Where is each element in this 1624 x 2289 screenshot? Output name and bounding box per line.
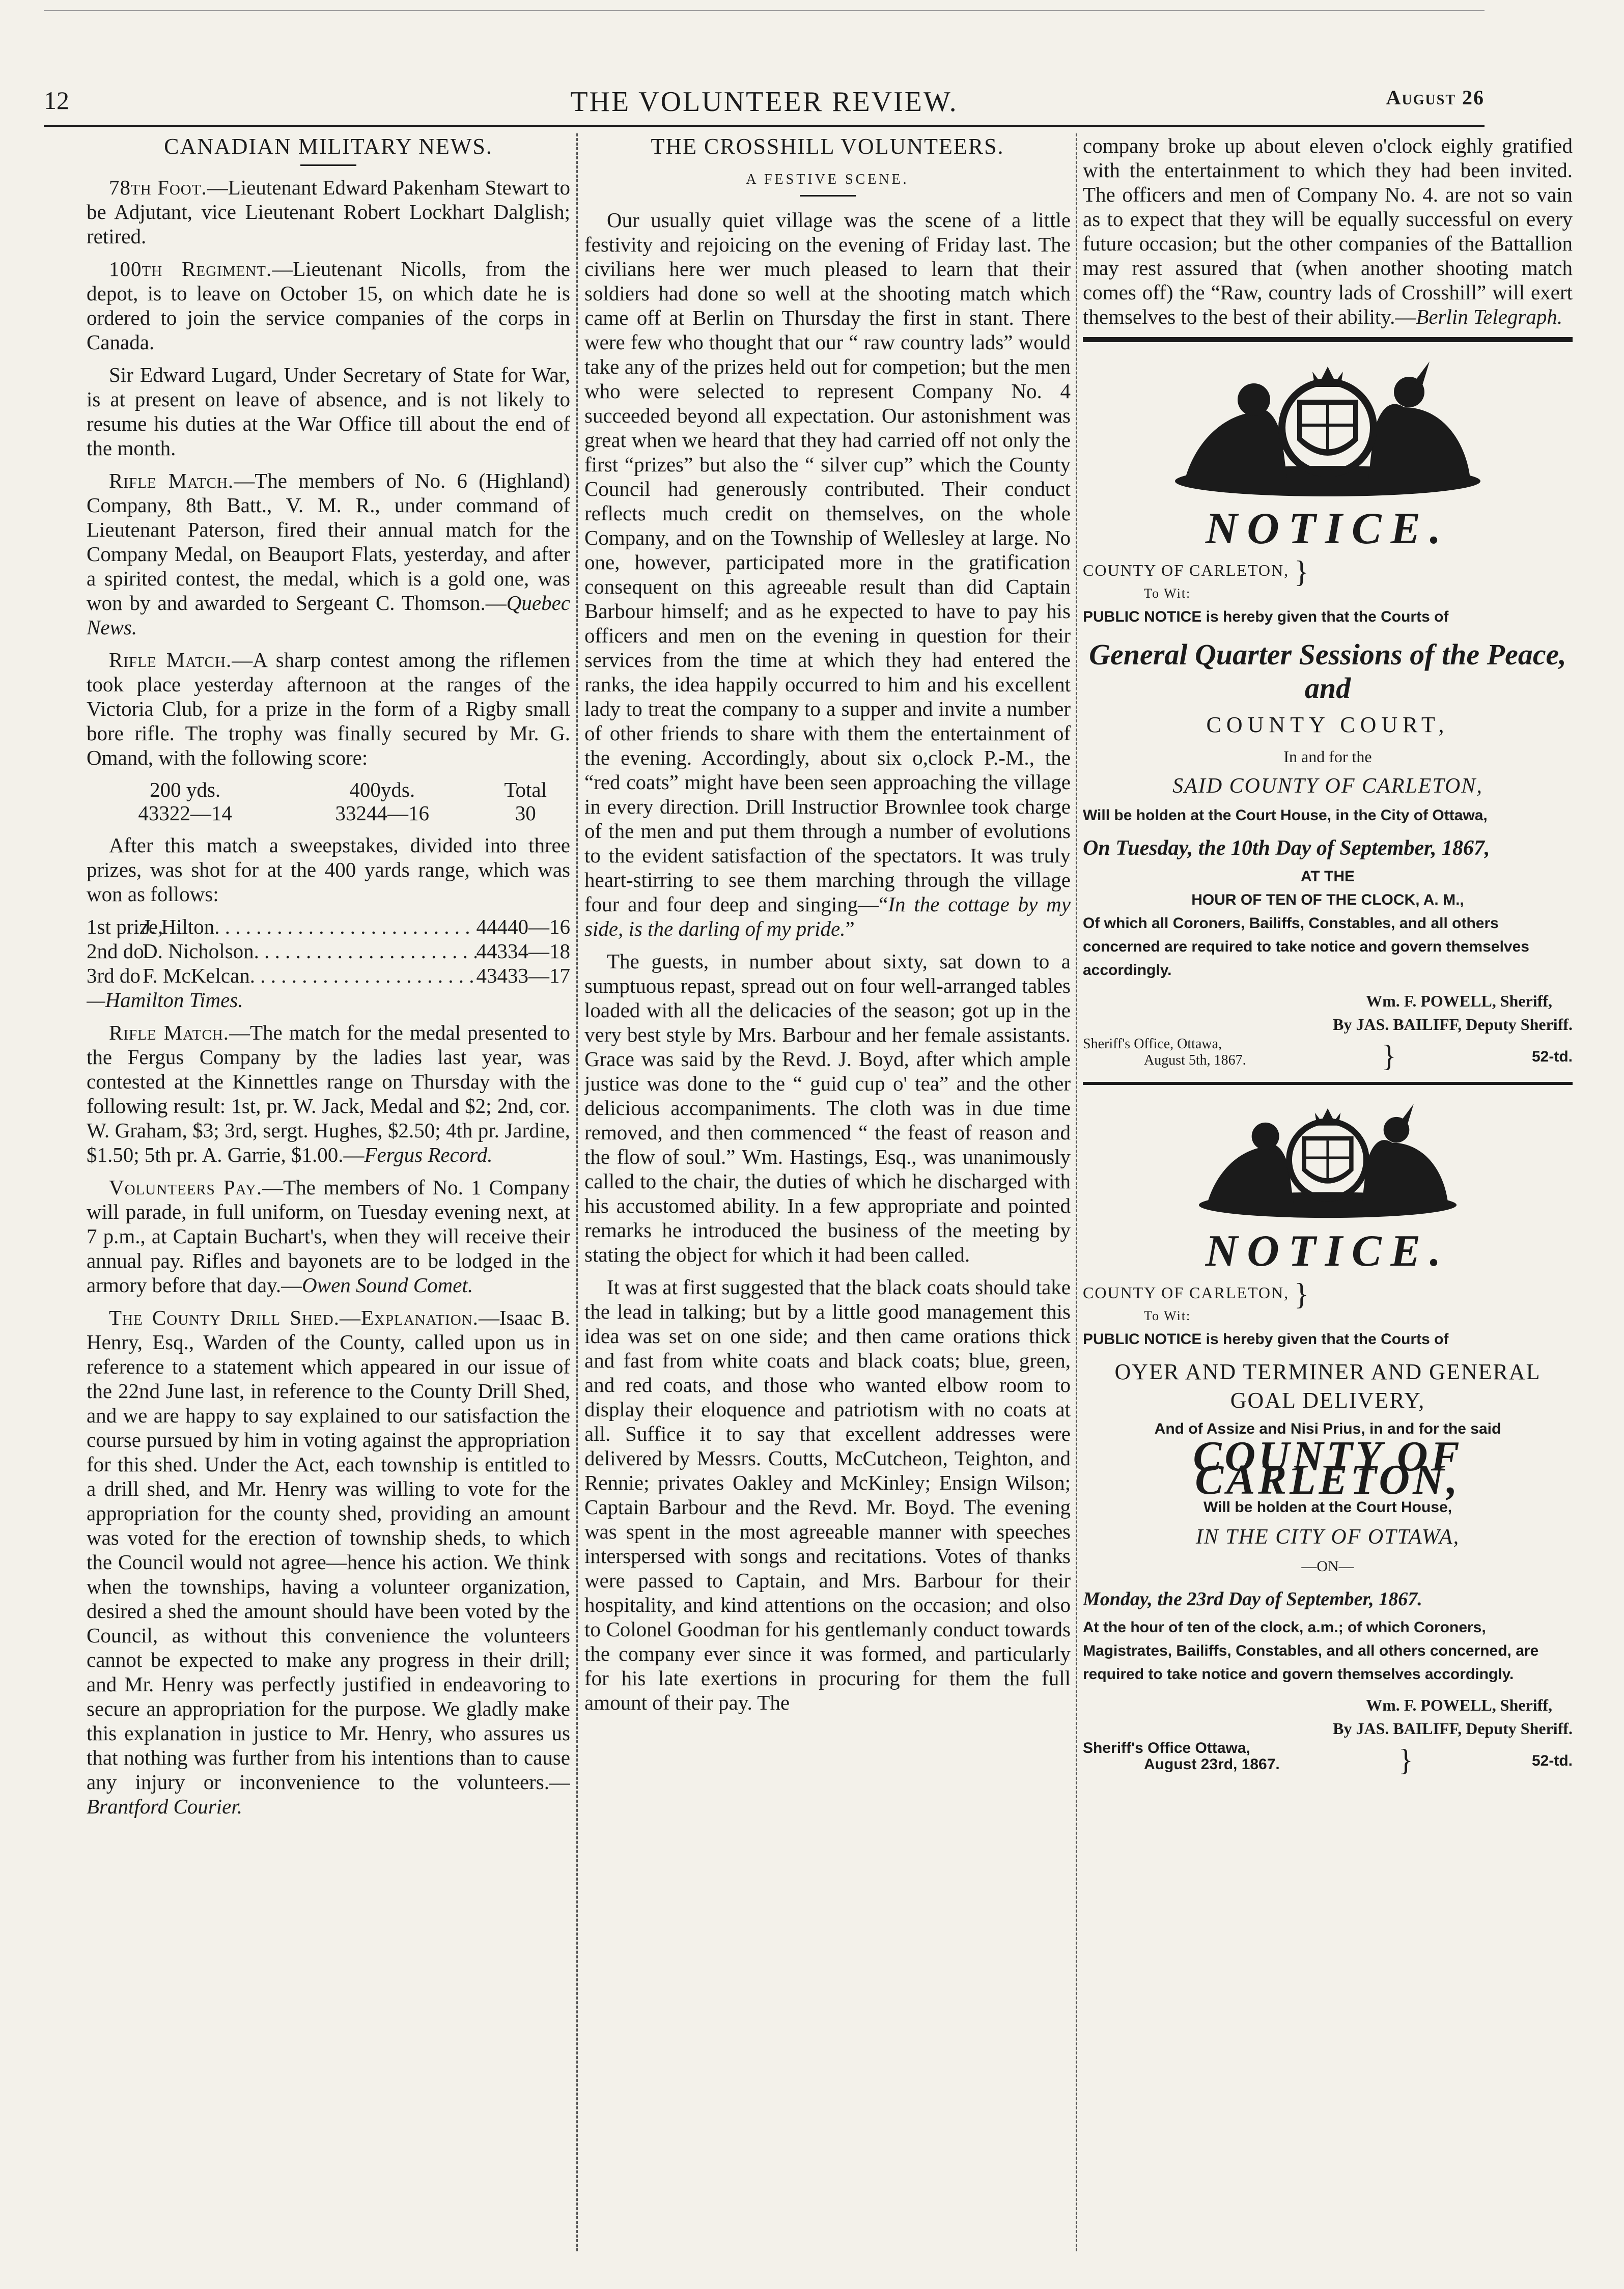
notice-title: NOTICE. <box>1205 1226 1450 1276</box>
article-paragraph: The County Drill Shed.—Explanation.—Isaac B. Henry, Esq., Warden of the County, called upon us in reference to a statement which appeared in our issue of the 22nd June last, in reference to the County Drill Shed, and we are happy to say explained to our satisfaction the course pursued by him in voting against the appropriation for this shed. Under the Act, each township is entitled to a drill shed, and Mr. Henry was willing to vote for the appropriation for the county shed, providing an amount was voted for the erection of township sheds, to which the Council would not agree—hence his action. We think when the townships, having a volunteer organization, desired a shed the amount should have been voted by the Council, as without this convenience the volunteers cannot be expected to make any progress in their drill; and Mr. Henry was perfectly justified in endeavoring to secure an appropriation for the purpose. We gladly make this explanation in justice to Mr. Henry, who assures us that nothing was further from his intentions than to cause any injury or inconvenience to the volunteers.—Brantford Courier. <box>87 1306 570 1818</box>
holden-line: Will be holden at the Court House, in the City of Ottawa, <box>1083 807 1488 824</box>
table-row: 43322—14 33244—16 30 <box>138 801 536 825</box>
section-title: CANADIAN MILITARY NEWS. <box>164 134 493 159</box>
prize-list <box>87 914 570 1012</box>
court-name: General Quarter Sessions of the Peace, and <box>1089 638 1566 705</box>
county-court: COUNTY COURT, <box>1206 712 1449 737</box>
royal-arms-crest-icon <box>1165 351 1491 499</box>
article-paragraph: Rifle Match.—The members of No. 6 (Highland) Company, 8th Batt., V. M. R., under command of Lieutenant Paterson, fired their annual match for the Company Medal, on Beauport Flats, yesterday, and after a spirited contest, the medal, which is a gold one, was won by and awarded to Sergeant C. Thomson.—Quebec News. <box>87 469 570 639</box>
at-the: AT THE <box>1300 868 1355 885</box>
issue-date: August 26 <box>1386 86 1485 109</box>
notice-body: Of which all Coroners, Bailiffs, Constables, and all others concerned are required to take notice and govern themselves accordingly. <box>1083 915 1529 979</box>
deputy-signature: By JAS. BAILIFF, Deputy Sheriff. <box>1333 1015 1573 1034</box>
article-paragraph: The guests, in number about sixty, sat down to a sumptuous repast, spread out on four well-arranged tables loaded with all the delicacies of the season; got up in the very best style by Mrs. Barbour and her female assistants. Grace was said by the Revd. J. Boyd, after which ample justice was done to the “ guid cup o' tea” and the other delicious accompaniments. The cloth was in due time removed, and then commenced “ the feast of reason and the flow of soul.” Wm. Hastings, Esq., was unanimously called to the chair, the duties of which he discharged with his accustomed ability. In a few appropriate and pointed remarks he introduced the business of the meeting by stating the object for which it had been called. <box>584 950 1071 1266</box>
title-rule <box>800 195 856 197</box>
source-credit: —Hamilton Times. <box>87 988 243 1012</box>
deputy-signature: By JAS. BAILIFF, Deputy Sheriff. <box>1333 1719 1573 1738</box>
list-item: 3rd do F. McKelcan . . . 43433—17 <box>87 963 570 988</box>
score-table <box>87 778 570 825</box>
title-rule <box>300 164 356 166</box>
county-line: COUNTY OF CARLETON, To Wit: } <box>1083 555 1310 601</box>
column-divider <box>576 133 578 2251</box>
sheriff-office: Sheriff's Office Ottawa, August 23rd, 1867. } 52-td. <box>1083 1740 1573 1777</box>
county-line: COUNTY OF CARLETON, To Wit: } <box>1083 1277 1310 1323</box>
page-number: 12 <box>44 86 69 115</box>
hour-line: HOUR OF TEN OF THE CLOCK, A. M., <box>1191 891 1464 908</box>
article-paragraph: After this match a sweepstakes, divided into three prizes, was shot for at the 400 yards range, which was won as follows: <box>87 833 570 906</box>
list-item: 2nd do D. Nicholson . . . 44334—18 <box>87 939 570 963</box>
court-name: OYER AND TERMINER AND GENERAL <box>1114 1359 1541 1384</box>
assize-line: And of Assize and Nisi Prius, in and for the said <box>1154 1420 1501 1437</box>
session-date: Monday, the 23rd Day of September, 1867. <box>1083 1588 1422 1610</box>
notice-rule <box>1083 1082 1573 1085</box>
city-line: IN THE CITY OF OTTAWA, <box>1195 1525 1460 1549</box>
public-notice-line: PUBLIC NOTICE is hereby given that the Courts of <box>1083 1331 1449 1348</box>
article-paragraph: 78th Foot.—Lieutenant Edward Pakenham Stewart to be Adjutant, vice Lieutenant Robert Lockhart Dalglish; retired. <box>87 176 570 248</box>
ad-code: 52-td. <box>1531 1752 1573 1769</box>
said-county: SAID COUNTY OF CARLETON, <box>1172 774 1483 798</box>
article-paragraph: 100th Regiment.—Lieutenant Nicolls, from the depot, is to leave on October 15, on which date he is ordered to join the service companies of the corps in Canada. <box>87 257 570 354</box>
column-crosshill <box>584 133 1071 2262</box>
article-paragraph: Our usually quiet village was the scene of a little festivity and rejoicing on the evening of Friday last. The civilians here wer much pleased to learn that their soldiers had done so well at the shooting match which came off at Berlin on Thursday the first in stant. There were few who thought that our “ raw country lads” would take any of the prizes held out for competion; but the men who were selected to represent Company No. 4 succeeded beyond all expectation. Our astonishment was great when we heard that they had carried off not only the first “prizes” but also the “ silver cup” which the County Council had generously contributed. Their conduct reflects much credit on themselves, on the whole Company, and on the Township of Wellesley at large. No one, however, participated more in the gratification consequent on this agreeable result than did Captain Barbour himself; and as he expected to have to pay his officers and men on the evening in question for their services from the time at which they had entered the ranks, the idea happily occurred to him and his excellent lady to treat the company to a supper and invite a number of other friends to share with them the entertainment of the evening. Accordingly, about six o,clock P.-M., the “red coats” might have been seen approaching the village in every direction. Drill Instructior Brownlee took charge of the men and put them through a number of evolutions to the evident satisfaction of the spectators. It was truly heart-stirring to see them marching through the village four and four deep and singing—“In the cottage by my side, is the darling of my pride.” <box>584 208 1071 940</box>
on-line: —ON— <box>1301 1558 1354 1575</box>
page-edge-rule <box>44 10 1485 11</box>
notice-body: At the hour of ten of the clock, a.m.; of which Coroners, Magistrates, Bailiffs, Constables, and all others concerned, are required to take notice and govern themselves accordingly. <box>1083 1619 1539 1683</box>
ad-code: 52-td. <box>1531 1048 1573 1065</box>
table-row: 200 yds. 400yds. Total <box>150 778 547 801</box>
holden-line: Will be holden at the Court House, <box>1203 1499 1452 1516</box>
in-and-for: In and for the <box>1283 747 1372 766</box>
public-notice-line: PUBLIC NOTICE is hereby given that the Courts of <box>1083 608 1449 625</box>
column-notices <box>1083 133 1573 2262</box>
court-name: GOAL DELIVERY, <box>1230 1388 1425 1413</box>
county-name: COUNTY OF CARLETON, <box>1193 1433 1463 1503</box>
royal-arms-crest-icon <box>1190 1094 1465 1221</box>
sheriff-signature: Wm. F. POWELL, Sheriff, <box>1366 1696 1552 1714</box>
list-item: 1st prize, J. Hilton . . . 44440—16 <box>87 914 570 939</box>
sheriff-signature: Wm. F. POWELL, Sheriff, <box>1366 992 1552 1010</box>
column-military-news <box>87 133 570 2262</box>
newspaper-title: THE VOLUNTEER REVIEW. <box>570 86 958 118</box>
page-header <box>44 86 1485 121</box>
section-title: THE CROSSHILL VOLUNTEERS. <box>651 134 1004 159</box>
article-paragraph: Sir Edward Lugard, Under Secretary of State for War, is at present on leave of absence, and is not likely to resume his duties at the War Office till about the end of the month. <box>87 363 570 460</box>
section-subtitle: A FESTIVE SCENE. <box>746 172 909 187</box>
notice-sessions <box>1083 555 1573 1073</box>
header-rule <box>44 125 1485 127</box>
article-paragraph: Rifle Match.—A sharp contest among the riflemen took place yesterday afternoon at the ranges of the Victoria Club, for a prize in the form of a Rigby small bore rifle. The trophy was finally secured by Mr. G. Omand, with the following score: <box>87 648 570 769</box>
sheriff-office: Sheriff's Office, Ottawa, August 5th, 1867. } 52-td. <box>1083 1036 1573 1073</box>
article-paragraph: company broke up about eleven o'clock eighly gratified with the entertainment to which they had been invited. The officers and men of Company No. 4. are not so vain as to expect that they will be equally successful on every future occasion; but the other companies of the Battallion may rest assured that (when another shooting match comes off) the “Raw, country lads of Crosshill” will exert themselves to the best of their ability.—Berlin Telegraph. <box>1083 134 1573 328</box>
column-divider <box>1076 133 1077 2251</box>
notice-title: NOTICE. <box>1205 504 1450 553</box>
session-date: On Tuesday, the 10th Day of September, 1867, <box>1083 836 1490 860</box>
notice-rule <box>1083 337 1573 342</box>
article-paragraph: It was at first suggested that the black coats should take the lead in talking; but by a little good management this idea was set on one side; and then came orations thick and fast from white coats and black coats; blue, green, and red coats, and those who wanted elbow room to display their eloquence and patriotism with no coats at all. Suffice it to say that excellent addresses were delivered by Messrs. Coutts, McCutcheon, Teighton, and Rennie; privates Oakley and McKinley; Ensign Wilson; Captain Barbour and the Revd. Mr. Boyd. The evening was spent in the most agreeable manner with speeches interspersed with songs and recitations. Votes of thanks were passed to Captain, and Mrs. Barbour for their hospitality, and kind attentions on the occasion; and olso to Colonel Goodman for his gentlemanly conduct towards the company ever since it was formed, and particularly for his late exertions in procuring for them the full amount of their pay. The <box>584 1275 1071 1714</box>
notice-oyer-terminer <box>1083 1277 1573 1777</box>
article-paragraph: Rifle Match.—The match for the medal presented to the Fergus Company by the ladies last year, was contested at the Kinnettles range on Thursday with the following result: 1st, pr. W. Jack, Medal and $2; 2nd, cor. W. Graham, $3; 3rd, sergt. Hughes, $2.50; 4th pr. Jardine, $1.50; 5th pr. A. Garrie, $1.00.—Fergus Record. <box>87 1021 570 1166</box>
article-paragraph: Volunteers Pay.—The members of No. 1 Company will parade, in full uniform, on Tuesday evening next, at 7 p.m., at Captain Buchart's, when they will receive their annual pay. Rifles and bayonets are to be lodged in the armory before that day.—Owen Sound Comet. <box>87 1176 570 1297</box>
